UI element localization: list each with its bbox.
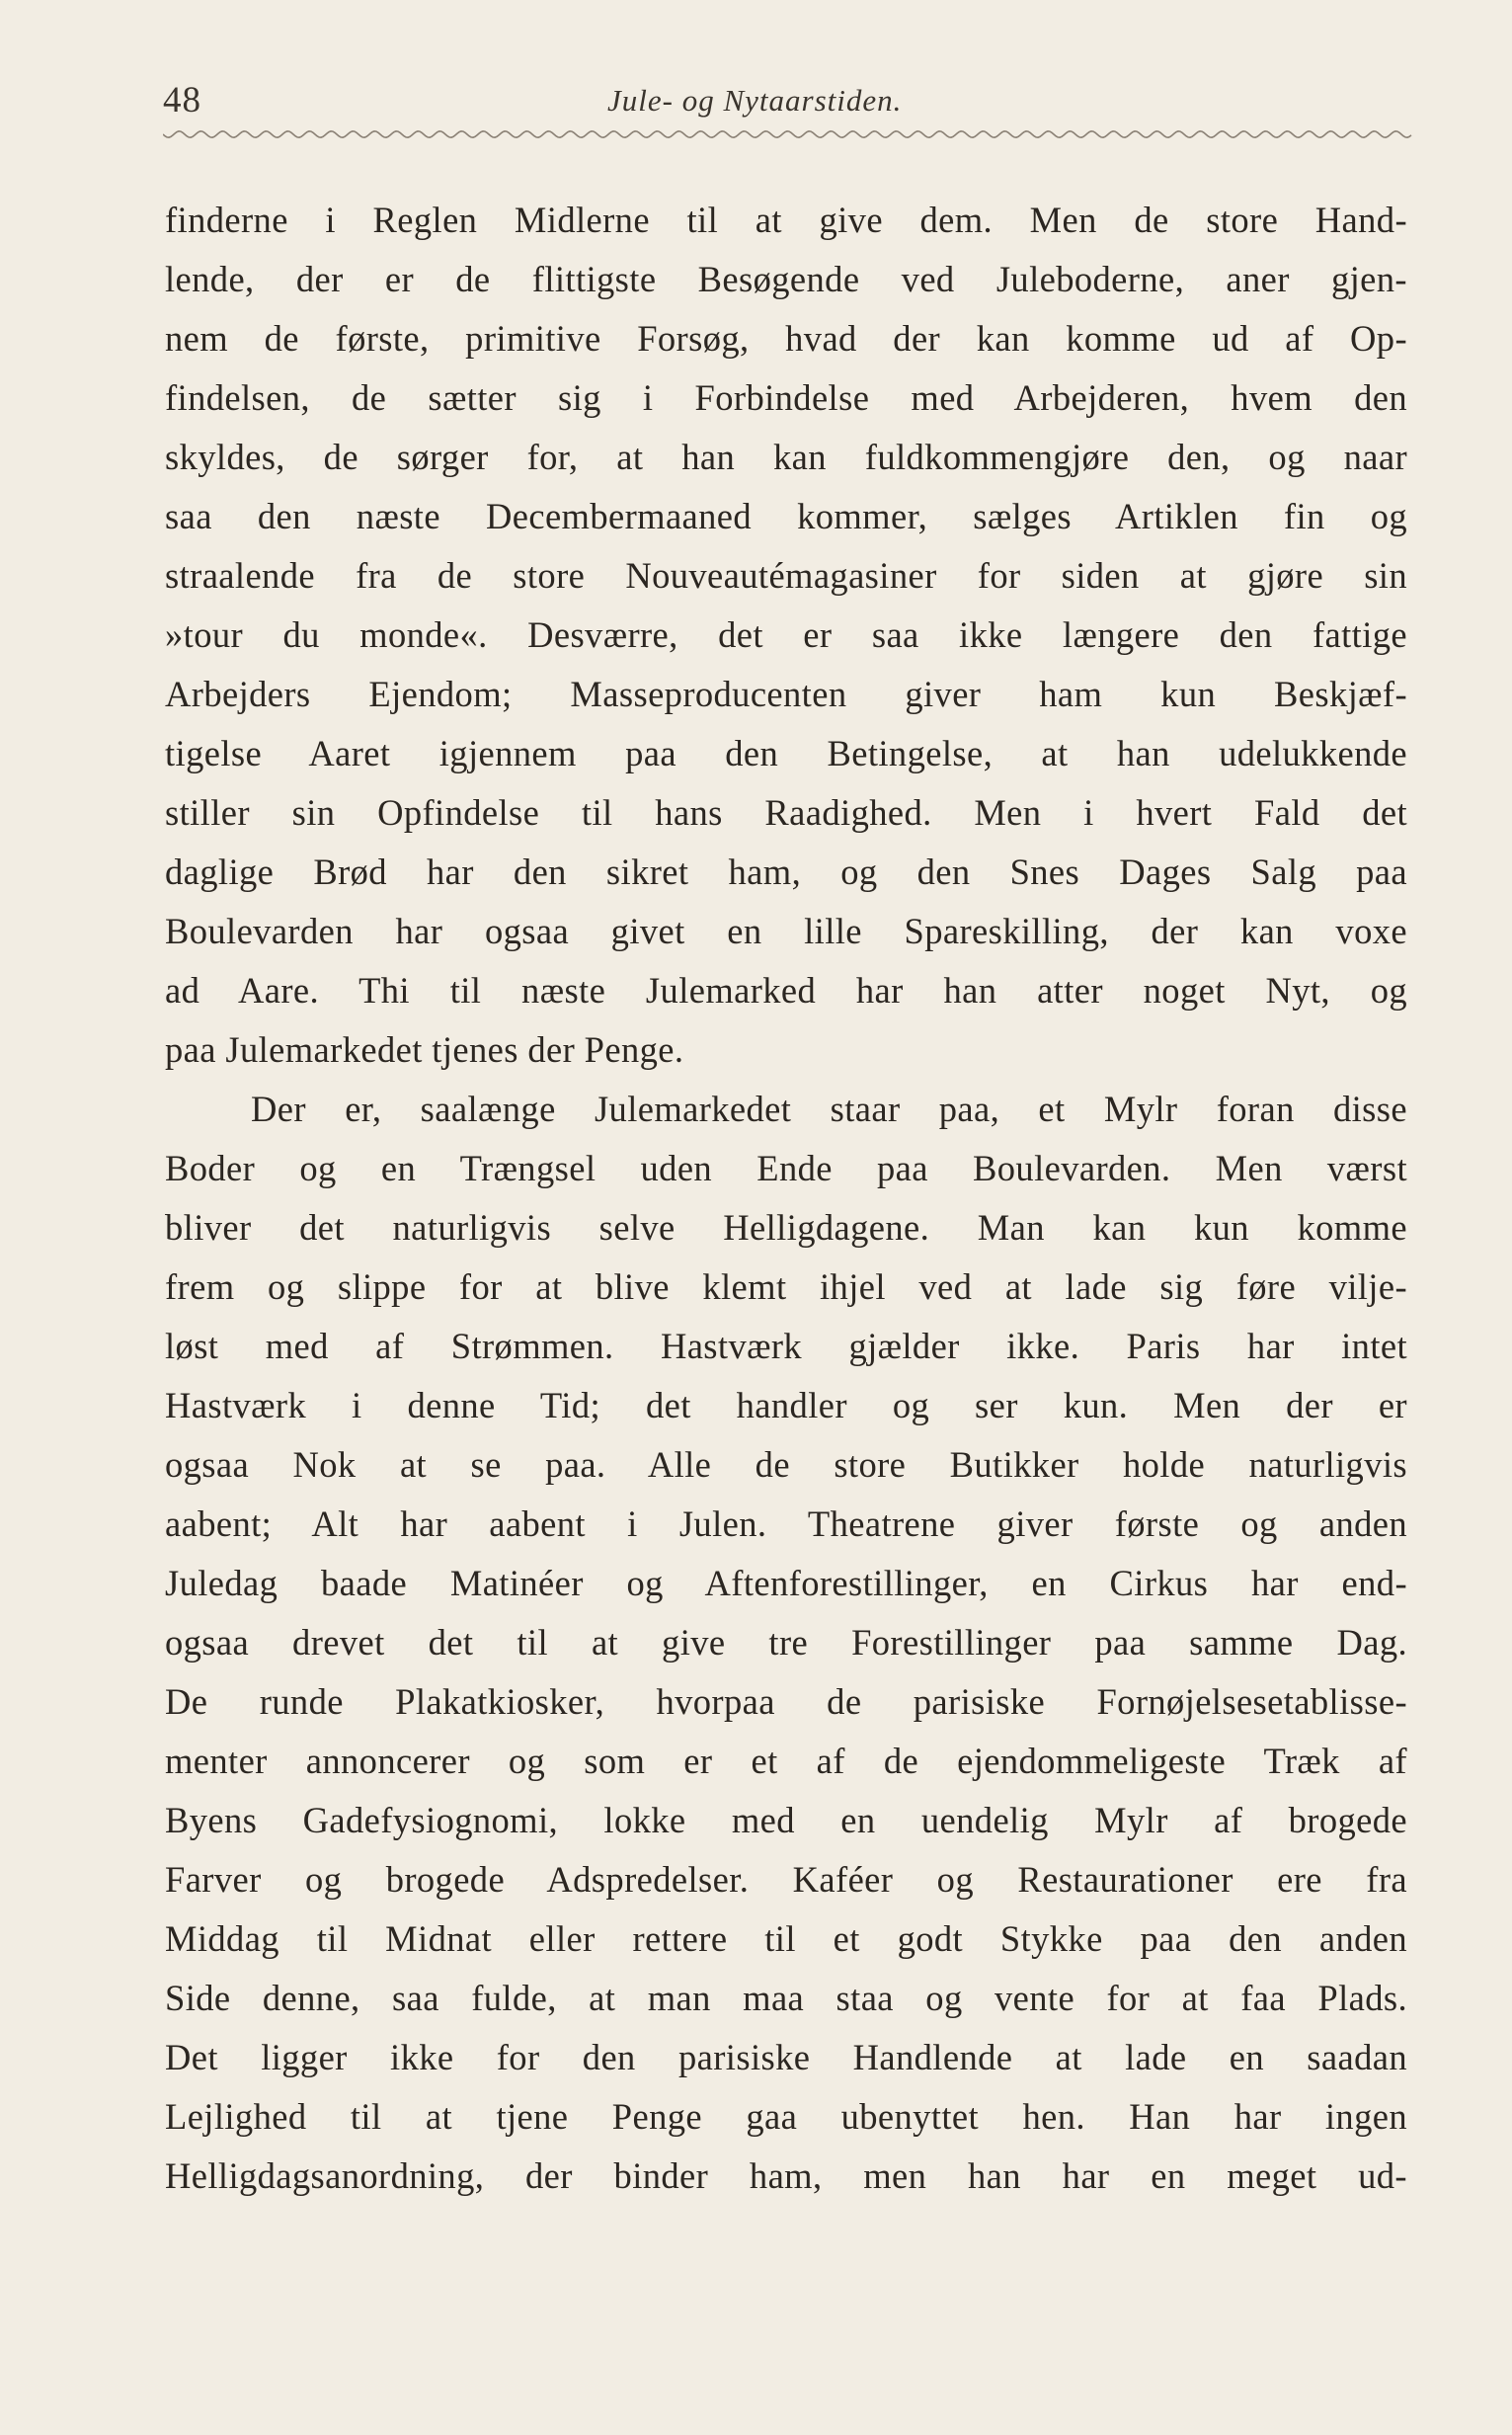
text-line: Hastværk i denne Tid; det handler og ser kun. Men der er (165, 1385, 1407, 1425)
text-line: daglige Brød har den sikret ham, og den Snes Dages Salg paa (165, 852, 1407, 892)
text-line: aabent; Alt har aabent i Julen. Theatrene giver første og anden (165, 1503, 1407, 1544)
text-line: findelsen, de sætter sig i Forbindelse med Arbejderen, hvem den (165, 377, 1407, 418)
text-line: løst med af Strømmen. Hastværk gjælder ikke. Paris har intet (165, 1326, 1407, 1366)
text-line: Farver og brogede Adspredelser. Kaféer og Restaurationer ere fra (165, 1859, 1407, 1900)
text-line: tigelse Aaret igjennem paa den Betingelse, at han udelukkende (165, 733, 1407, 773)
text-line: frem og slippe for at blive klemt ihjel ved at lade sig føre vilje- (165, 1266, 1407, 1307)
text-line: Boder og en Trængsel uden Ende paa Boulevarden. Men værst (165, 1148, 1407, 1188)
body-text (165, 191, 1407, 2206)
text-line: stiller sin Opfindelse til hans Raadighed. Men i hvert Fald det (165, 792, 1407, 833)
text-line: Side denne, saa fulde, at man maa staa og vente for at faa Plads. (165, 1978, 1407, 2018)
text-line: Det ligger ikke for den parisiske Handlende at lade en saadan (165, 2037, 1407, 2077)
running-title: Jule- og Nytaarstiden. (607, 83, 903, 118)
page-number: 48 (163, 80, 201, 121)
paragraph-end-line: paa Julemarkedet tjenes der Penge. (165, 1029, 684, 1070)
paragraph-start-line: Der er, saalænge Julemarkedet staar paa, et Mylr foran disse (251, 1089, 1407, 1129)
text-line: bliver det naturligvis selve Helligdagene. Man kan kun komme (165, 1207, 1407, 1248)
text-line: ogsaa Nok at se paa. Alle de store Butikker holde naturligvis (165, 1444, 1407, 1485)
text-line: Juledag baade Matinéer og Aftenforestillinger, en Cirkus har end- (165, 1563, 1407, 1603)
text-line: nem de første, primitive Forsøg, hvad der kan komme ud af Op- (165, 318, 1407, 359)
text-line: Lejlighed til at tjene Penge gaa ubenyttet hen. Han har ingen (165, 2096, 1407, 2137)
text-line: Byens Gadefysiognomi, lokke med en uendelig Mylr af brogede (165, 1800, 1407, 1840)
wavy-rule-ornament (163, 123, 1412, 145)
text-line: Boulevarden har ogsaa givet en lille Spareskilling, der kan voxe (165, 911, 1407, 951)
text-line: ad Aare. Thi til næste Julemarked har han atter noget Nyt, og (165, 970, 1407, 1011)
text-line: menter annoncerer og som er et af de ejendommeligeste Træk af (165, 1741, 1407, 1781)
text-line: ogsaa drevet det til at give tre Forestillinger paa samme Dag. (165, 1622, 1407, 1663)
text-line: finderne i Reglen Midlerne til at give dem. Men de store Hand- (165, 200, 1407, 240)
text-line: lende, der er de flittigste Besøgende ved Juleboderne, aner gjen- (165, 259, 1407, 299)
text-line: straalende fra de store Nouveautémagasiner for siden at gjøre sin (165, 555, 1407, 596)
text-line: Arbejders Ejendom; Masseproducenten giver ham kun Beskjæf- (165, 674, 1407, 714)
text-line: saa den næste Decembermaaned kommer, sælges Artiklen fin og (165, 496, 1407, 536)
text-line: Helligdagsanordning, der binder ham, men han har en meget ud- (165, 2155, 1407, 2196)
text-line: De runde Plakatkiosker, hvorpaa de parisiske Fornøjelsesetablisse- (165, 1681, 1407, 1722)
text-line: »tour du monde«. Desværre, det er saa ikke længere den fattige (165, 614, 1407, 655)
text-line: Middag til Midnat eller rettere til et godt Stykke paa den anden (165, 1918, 1407, 1959)
wavy-rule-path (163, 131, 1411, 137)
text-line: skyldes, de sørger for, at han kan fuldkommengjøre den, og naar (165, 437, 1407, 477)
